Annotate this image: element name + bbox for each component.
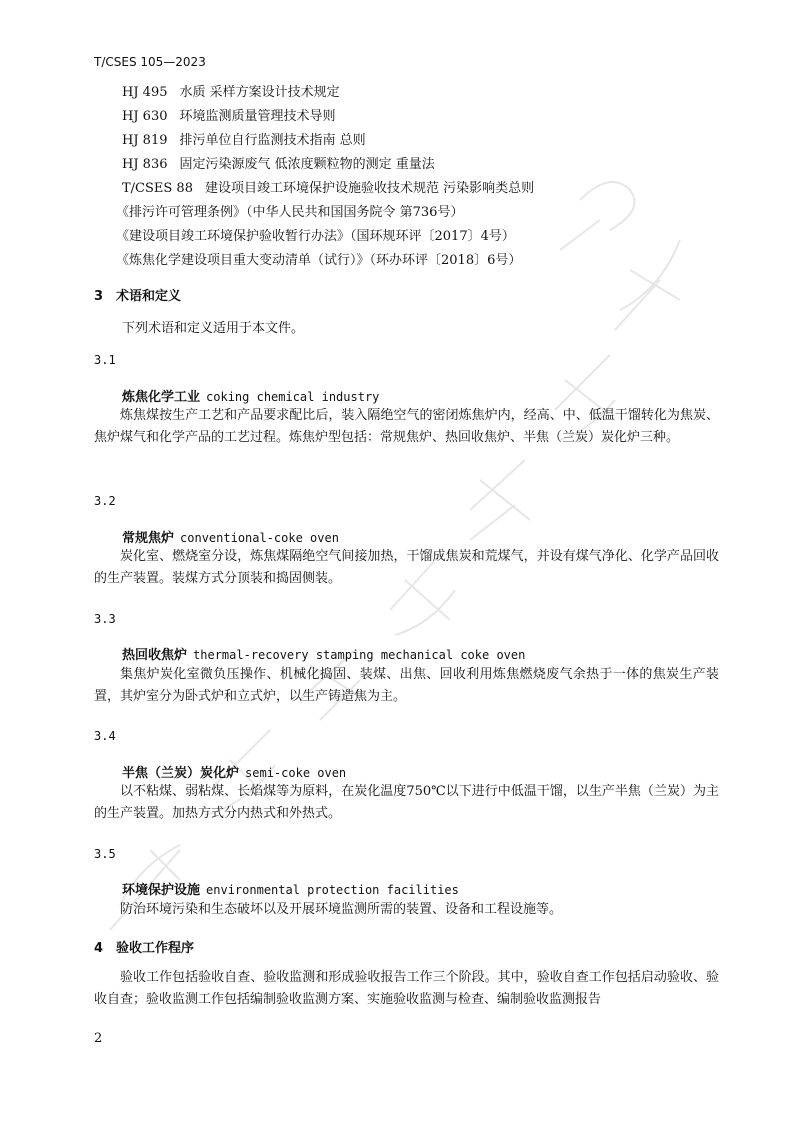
term-definition: 防治环境污染和生态破坏以及开展环境监测所需的装置、设备和工程设施等。 [120, 902, 563, 917]
section-number: 3 [94, 289, 104, 304]
clause-number: 3.5 [94, 847, 116, 861]
reference-item [122, 105, 336, 124]
term-english: conventional-coke oven [180, 531, 339, 545]
term-english: coking chemical industry [206, 390, 380, 404]
reference-code: T/CSES 88 [122, 181, 193, 196]
term-english: semi-coke oven [245, 766, 347, 780]
reference-code: HJ 836 [122, 157, 168, 172]
term-chinese: 炼焦化学工业 [122, 390, 201, 405]
reference-code: HJ 819 [122, 133, 168, 148]
section-paragraph: 验收工作包括验收自查、验收监测和形成验收报告工作三个阶段。其中，验收自查工作包括启动验收、验收自查；验收监测工作包括编制验收监测方案、实施验收监测与检查、编制验收监测报告 [94, 970, 719, 1007]
term-english: thermal-recovery stamping mechanical coke oven [193, 648, 526, 662]
reference-title: 《排污许可管理条例》（中华人民共和国国务院令 第736号） [116, 205, 464, 220]
section-title: 验收工作程序 [116, 941, 195, 956]
reference-item [122, 153, 435, 172]
clause-number: 3.3 [94, 612, 116, 626]
term-entry [122, 644, 525, 663]
section-number: 4 [94, 941, 104, 956]
reference-title: 建设项目竣工环境保护设施验收技术规范 污染影响类总则 [204, 181, 535, 196]
reference-item [122, 177, 534, 196]
section-title: 术语和定义 [116, 289, 182, 304]
reference-title: 环境监测质量管理技术导则 [179, 109, 336, 124]
term-definition: 炭化室、燃烧室分设，炼焦煤隔绝空气间接加热，干馏成焦炭和荒煤气，并设有煤气净化、化学产品回收的生产装置。装煤方式分顶装和捣固侧装。 [94, 549, 719, 586]
clause-number: 3.2 [94, 494, 116, 508]
term-chinese: 环境保护设施 [122, 883, 201, 898]
term-english: environmental protection facilities [206, 883, 459, 897]
clause-number: 3.4 [94, 729, 116, 743]
section-heading [94, 937, 194, 956]
term-definition: 集焦炉炭化室微负压操作、机械化捣固、装煤、出焦、回收利用炼焦燃烧废气余热于一体的焦炭生产装置，其炉室分为卧式炉和立式炉，以生产铸造焦为主。 [94, 667, 719, 704]
term-entry [122, 879, 459, 898]
reference-title: 《建设项目竣工环境保护验收暂行办法》（国环规环评〔2017〕4号） [116, 229, 515, 244]
reference-item [116, 225, 515, 244]
reference-title: 固定污染源废气 低浓度颗粒物的测定 重量法 [179, 157, 435, 172]
section-intro: 下列术语和定义适用于本文件。 [122, 321, 305, 336]
reference-title: 《炼焦化学建设项目重大变动清单（试行）》（环办环评〔2018〕6号） [116, 253, 522, 268]
standard-number: T/CSES 105—2023 [94, 55, 206, 69]
term-chinese: 常规焦炉 [122, 531, 175, 546]
reference-title: 排污单位自行监测技术指南 总则 [179, 133, 366, 148]
term-entry [122, 527, 339, 546]
page-number: 2 [94, 1031, 103, 1046]
reference-code: HJ 630 [122, 109, 168, 124]
reference-item [116, 201, 463, 220]
term-entry [122, 386, 379, 405]
reference-code: HJ 495 [122, 85, 168, 100]
reference-item [122, 81, 340, 100]
term-definition: 以不粘煤、弱粘煤、长焰煤等为原料，在炭化温度750℃以下进行中低温干馏，以生产半焦（兰炭）为主的生产装置。加热方式分内热式和外热式。 [94, 784, 719, 821]
term-entry [122, 762, 346, 781]
reference-item [116, 249, 521, 268]
clause-number: 3.1 [94, 353, 116, 367]
reference-title: 水质 采样方案设计技术规定 [179, 85, 340, 100]
section-heading [94, 285, 181, 304]
term-chinese: 半焦（兰炭）炭化炉 [122, 766, 240, 781]
term-definition: 炼焦煤按生产工艺和产品要求配比后，装入隔绝空气的密闭炼焦炉内，经高、中、低温干馏转化为焦炭、焦炉煤气和化学产品的工艺过程。炼焦炉型包括：常规焦炉、热回收焦炉、半焦（兰炭）炭化炉三种。 [94, 408, 719, 445]
reference-item [122, 129, 366, 148]
term-chinese: 热回收焦炉 [122, 648, 188, 663]
